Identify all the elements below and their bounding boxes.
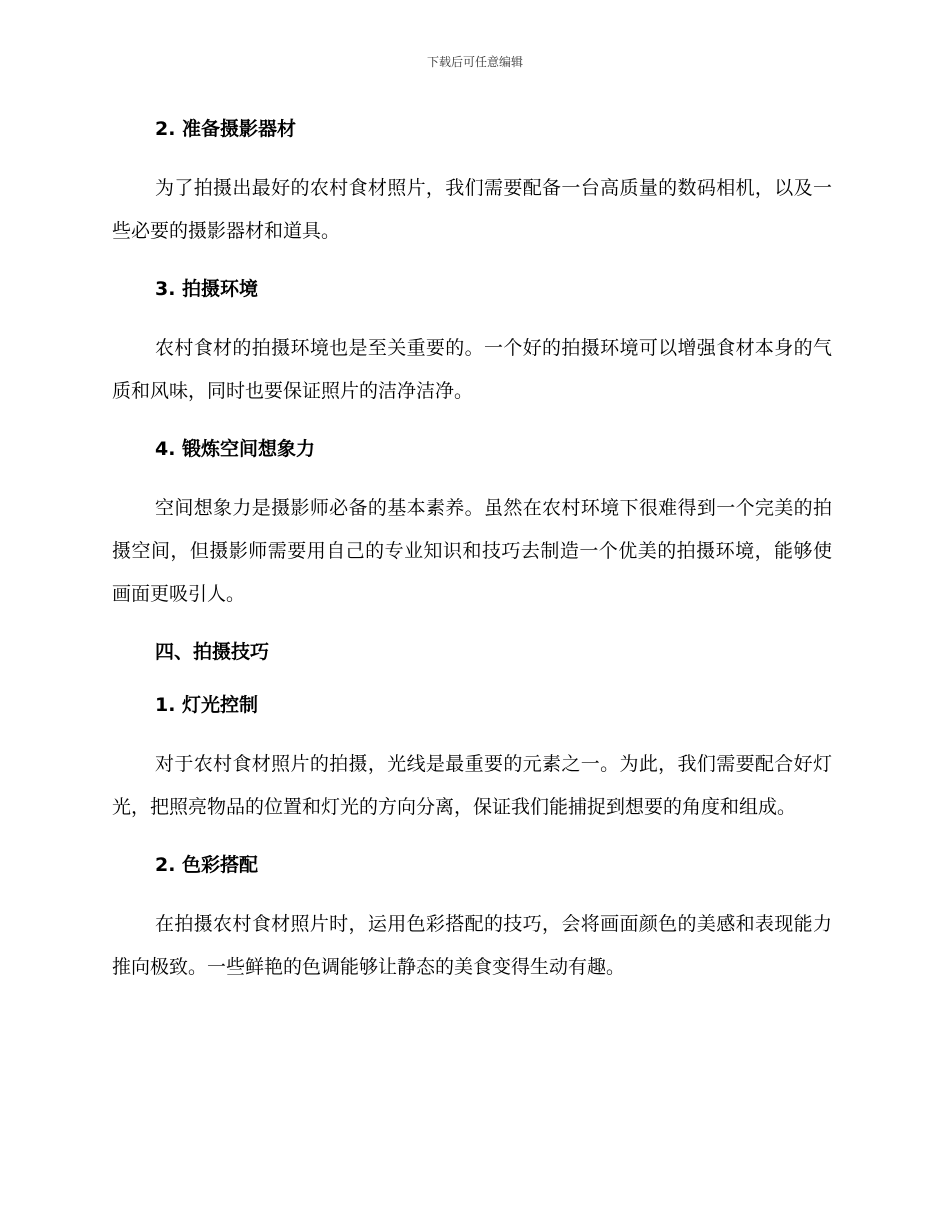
section-heading-prepare-equipment: 2. 准备摄影器材	[155, 118, 297, 140]
page-header-note: 下载后可任意编辑	[426, 55, 523, 69]
paragraph-shooting-environment: 农村食材的拍摄环境也是至关重要的。一个好的拍摄环境可以增强食材本身的气质和风味，同时也要保证照片的洁净洁净。	[112, 337, 832, 402]
section-heading-spatial-imagination: 4. 锻炼空间想象力	[155, 438, 316, 460]
section-heading-lighting-control: 1. 灯光控制	[155, 694, 259, 716]
paragraph-color-matching: 在拍摄农村食材照片时，运用色彩搭配的技巧，会将画面颜色的美感和表现能力推向极致。一些鲜艳的色调能够让静态的美食变得生动有趣。	[112, 913, 832, 978]
section-heading-color-matching: 2. 色彩搭配	[155, 854, 259, 876]
paragraph-prepare-equipment: 为了拍摄出最好的农村食材照片，我们需要配备一台高质量的数码相机，以及一些必要的摄影器材和道具。	[112, 177, 832, 242]
paragraph-spatial-imagination: 空间想象力是摄影师必备的基本素养。虽然在农村环境下很难得到一个完美的拍摄空间，但摄影师需要用自己的专业知识和技巧去制造一个优美的拍摄环境，能够使画面更吸引人。	[112, 497, 832, 605]
section-heading-shooting-environment: 3. 拍摄环境	[155, 278, 259, 300]
paragraph-lighting-control: 对于农村食材照片的拍摄，光线是最重要的元素之一。为此，我们需要配合好灯光，把照亮物品的位置和灯光的方向分离，保证我们能捕捉到想要的角度和组成。	[112, 753, 832, 818]
chapter-heading-shooting-techniques: 四、拍摄技巧	[155, 641, 270, 663]
document-body	[112, 114, 832, 1010]
